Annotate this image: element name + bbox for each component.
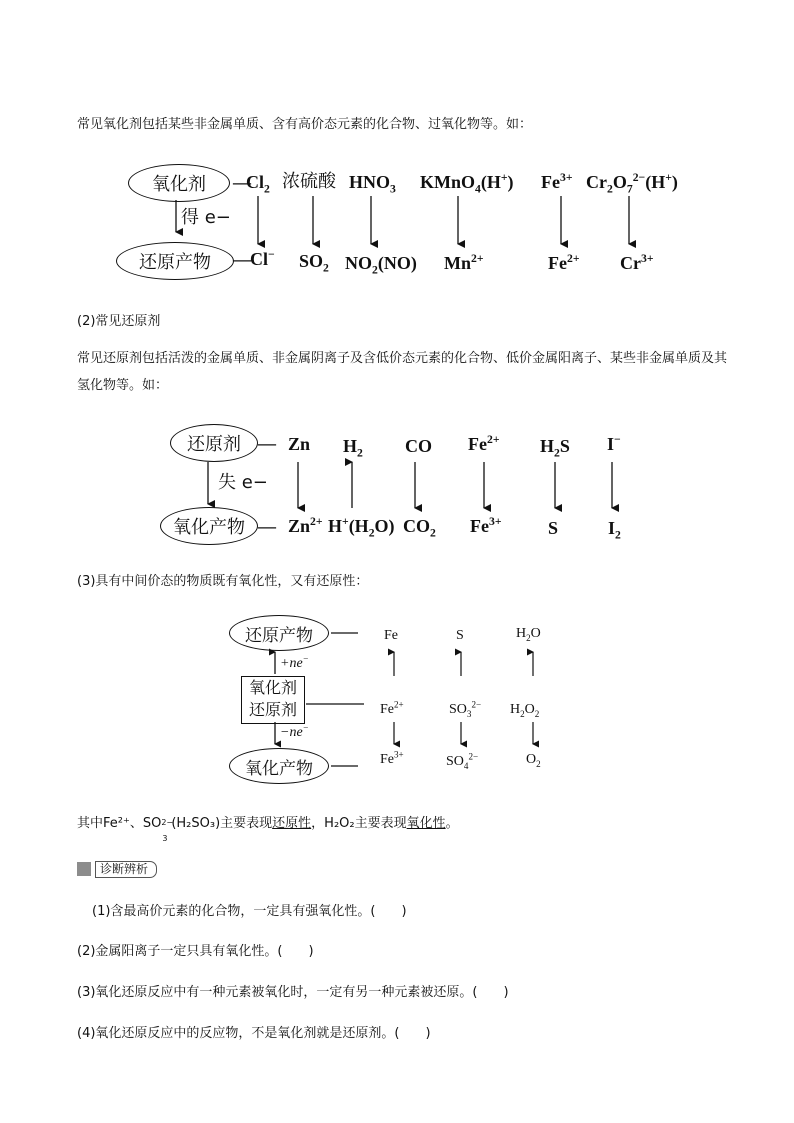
plus-ne-label: +ne− bbox=[280, 653, 309, 671]
mid-h2o2: $H_2O_2$ bbox=[510, 702, 540, 719]
dash-bottom-2: — bbox=[258, 516, 276, 536]
dash-top: — bbox=[233, 172, 251, 192]
reductant-co: CO bbox=[405, 436, 432, 456]
dash-bottom: — bbox=[233, 249, 251, 269]
product-cr3: $Cr^{3+}$ bbox=[620, 252, 654, 273]
gain-electrons-label: 得 e− bbox=[181, 207, 231, 228]
oxidant-fe3: $Fe^{3+}$ bbox=[541, 171, 573, 192]
product-no2: $NO_2(NO)$ bbox=[345, 253, 417, 277]
summary-sentence: 其中Fe²⁺、SO 2− 3 (H₂SO₃)主要表现还原性，H₂O₂主要表现氧化性。 bbox=[77, 814, 459, 834]
product-i2: $I_2$ bbox=[608, 518, 621, 542]
bottom-o2: $O_2$ bbox=[526, 752, 541, 769]
reductant-h2s: $H_2S$ bbox=[540, 436, 570, 460]
product-mn2: $Mn^{2+}$ bbox=[444, 252, 484, 273]
bottom-so4: $SO_4^{2-}$ bbox=[446, 751, 479, 771]
oxidant-oval: 氧化剂 bbox=[128, 164, 230, 202]
question-4: (4)氧化还原反应中的反应物，不是氧化剂就是还原剂。( ) bbox=[77, 1026, 431, 1041]
sulfite-sub: 3 bbox=[162, 834, 168, 843]
mid-fe2: $Fe^{2+}$ bbox=[380, 699, 404, 717]
intro-reductant: 常见还原剂包括活泼的金属单质、非金属阴离子及含低价态元素的化合物、低价金属阳离子、某些非金属单质及其氢化物等。如： bbox=[77, 351, 728, 393]
oxidizing-underlined: 氧化性 bbox=[406, 816, 446, 831]
question-1: (1)含最高价元素的化合物，一定具有强氧化性。( ) bbox=[92, 904, 407, 919]
reductant-i-minus: I− bbox=[607, 433, 621, 454]
product-co2: $CO_2$ bbox=[403, 516, 436, 540]
box-line-oxidant: 氧化剂 bbox=[248, 678, 297, 697]
heading-intermediate: (3)具有中间价态的物质既有氧化性，又有还原性： bbox=[77, 574, 369, 589]
product-h-plus: $H^+(H_2O)$ bbox=[328, 515, 395, 540]
dash-top-2: — bbox=[258, 433, 276, 453]
oxidant-reductant-box bbox=[241, 676, 305, 724]
product-so2: $SO_2$ bbox=[299, 251, 329, 275]
diagnosis-tag bbox=[77, 860, 157, 878]
oxidant-cr2o7: $Cr_2O_7^{2-}(H^+)$ bbox=[586, 171, 678, 196]
oxidant-kmno4: KMnO$_4$(H+) bbox=[420, 171, 514, 196]
top-s: S bbox=[456, 628, 464, 643]
minus-ne-label: −ne− bbox=[280, 722, 309, 740]
product-fe3: $Fe^{3+}$ bbox=[470, 515, 502, 536]
reductant-h2: $H_2$ bbox=[343, 436, 363, 460]
oxidized-product-oval-3: 氧化产物 bbox=[229, 748, 329, 784]
sulfite-charge: 2− bbox=[161, 818, 174, 827]
question-3: (3)氧化还原反应中有一种元素被氧化时，一定有另一种元素被还原。( ) bbox=[77, 985, 509, 1000]
top-fe: Fe bbox=[384, 628, 398, 643]
box-line-reductant: 还原剂 bbox=[248, 700, 297, 719]
oxidized-product-oval: 氧化产物 bbox=[160, 507, 258, 545]
reducing-underlined: 还原性 bbox=[272, 816, 312, 831]
intro-oxidant: 常见氧化剂包括某些非金属单质、含有高价态元素的化合物、过氧化物等。如： bbox=[77, 117, 533, 132]
product-cl-minus: Cl− bbox=[250, 248, 275, 269]
reductant-zn: Zn bbox=[288, 434, 311, 454]
reductant-fe2: $Fe^{2+}$ bbox=[468, 433, 500, 454]
reductant-oval: 还原剂 bbox=[170, 424, 258, 462]
product-s: S bbox=[548, 518, 559, 538]
oxidant-hno3: $HNO_3$ bbox=[349, 172, 396, 196]
reduced-product-oval: 还原产物 bbox=[116, 242, 234, 280]
bottom-fe3: $Fe^{3+}$ bbox=[380, 749, 404, 767]
tag-label: 诊断辨析 bbox=[95, 861, 157, 878]
reduced-product-oval-3: 还原产物 bbox=[229, 615, 329, 651]
tag-square-icon bbox=[77, 862, 91, 876]
heading-reductant: (2)常见还原剂 bbox=[77, 314, 161, 329]
product-fe2: $Fe^{2+}$ bbox=[548, 252, 580, 273]
question-2: (2)金属阳离子一定只具有氧化性。( ) bbox=[77, 944, 314, 959]
product-zn2: $Zn^{2+}$ bbox=[288, 515, 323, 536]
oxidant-cl2: $Cl_2$ bbox=[246, 172, 270, 196]
oxidant-conc-h2so4: 浓硫酸 bbox=[282, 171, 336, 192]
lose-electrons-label: 失 e− bbox=[218, 472, 268, 493]
top-h2o: $H_2O$ bbox=[516, 626, 541, 643]
mid-so3: $SO_3^{2-}$ bbox=[449, 699, 482, 719]
